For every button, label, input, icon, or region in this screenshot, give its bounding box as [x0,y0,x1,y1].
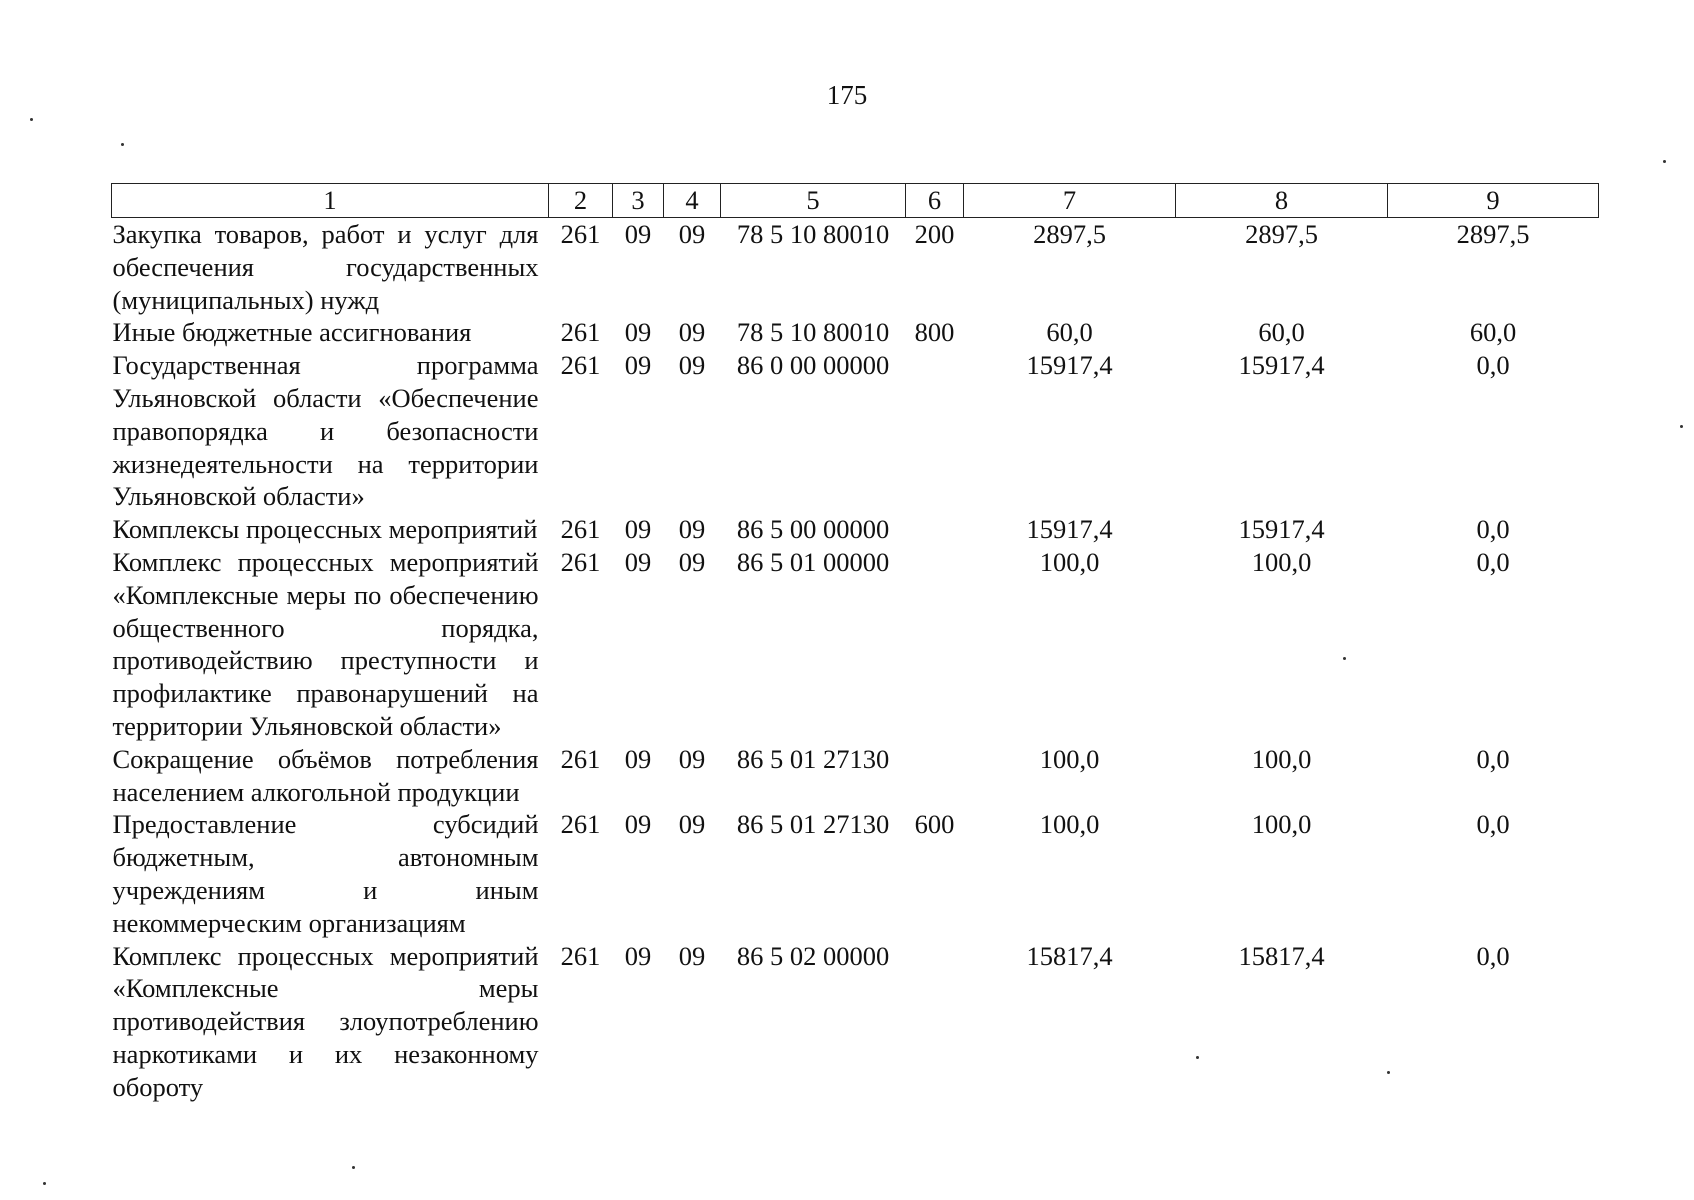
section-cell: 09 [624,350,652,381]
admin-code-cell: 261 [560,940,601,971]
subsection-cell: 09 [678,743,706,774]
amount-col8-cell: 2897,5 [1245,219,1318,249]
amount-col8-cell: 15917,4 [1238,514,1325,545]
row-name-cell: Закупка товаров, работ и услуг для обеспечения государственных (муниципальных) нужд [112,219,539,315]
table-row [112,316,1599,349]
column-header: 4 [664,184,721,218]
target-article-cell: 86 0 00 00000 [736,350,890,381]
column-header: 6 [906,184,964,218]
budget-table [111,183,1599,1104]
expense-type-cell [906,743,964,809]
table-row [112,940,1599,1104]
admin-code-cell: 261 [560,317,601,348]
amount-col7-cell: 2897,5 [1033,219,1106,249]
row-name-cell: Предоставление субсидий бюджетным, автономным учреждениям и иным некоммерческим организациям [112,809,539,938]
subsection-cell: 09 [678,546,706,577]
row-name-cell: Комплексы процессных мероприятий [112,514,538,545]
amount-col7-cell: 60,0 [1046,317,1093,348]
scan-speck [30,118,33,121]
scan-speck [352,1166,355,1169]
section-cell: 09 [624,743,652,774]
row-name-cell: Иные бюджетные ассигнования [112,317,472,348]
section-cell: 09 [624,317,652,348]
amount-col8-cell: 15917,4 [1238,350,1325,381]
column-header: 2 [549,184,613,218]
target-article-cell: 86 5 01 27130 [736,743,890,774]
target-article-cell: 86 5 01 00000 [736,546,890,577]
subsection-cell: 09 [678,940,706,971]
subsection-cell: 09 [678,809,706,840]
amount-col7-cell: 15917,4 [1026,350,1113,381]
target-article-cell: 78 5 10 80010 [736,219,890,249]
table-row [112,218,1599,317]
admin-code-cell: 261 [560,514,601,545]
column-header: 3 [613,184,664,218]
column-header: 9 [1388,184,1599,218]
section-cell: 09 [624,514,652,545]
target-article-cell: 86 5 01 27130 [736,809,890,840]
admin-code-cell: 261 [560,350,601,381]
table-row [112,349,1599,513]
amount-col8-cell: 100,0 [1251,809,1312,840]
column-header: 5 [721,184,906,218]
expense-type-cell [906,546,964,743]
section-cell: 09 [624,546,652,577]
scan-speck [1680,425,1683,428]
row-name-cell: Сокращение объёмов потребления населением алкогольной продукции [112,743,539,807]
target-article-cell: 86 5 00 00000 [736,514,890,545]
amount-col9-cell: 0,0 [1476,514,1510,545]
row-name-cell: Комплекс процессных мероприятий «Комплексные меры противодействия злоупотреблению наркотиками и их незаконному обороту [112,940,539,1102]
admin-code-cell: 261 [560,743,601,774]
section-cell: 09 [624,940,652,971]
amount-col9-cell: 0,0 [1476,743,1510,774]
column-header: 7 [964,184,1176,218]
amount-col7-cell: 15817,4 [1026,940,1113,971]
section-cell: 09 [624,219,652,249]
row-name-cell: Комплекс процессных мероприятий «Комплексные меры по обеспечению общественного порядка, противодействию преступности и профилактике правонарушений на территории Ульяновской области» [112,546,539,741]
page-number: 175 [826,80,868,110]
table-row [112,808,1599,939]
subsection-cell: 09 [678,350,706,381]
admin-code-cell: 261 [560,546,601,577]
table-header-row [112,184,1599,218]
column-header: 8 [1176,184,1388,218]
amount-col9-cell: 60,0 [1469,317,1517,348]
amount-col9-cell: 0,0 [1476,940,1510,971]
scan-speck [43,1182,46,1185]
amount-col9-cell: 2897,5 [1456,219,1530,249]
amount-col8-cell: 100,0 [1251,546,1312,577]
scan-speck [1663,160,1666,163]
admin-code-cell: 261 [560,809,601,840]
amount-col7-cell: 100,0 [1039,743,1100,774]
target-article-cell: 78 5 10 80010 [736,317,890,348]
expense-type-cell: 800 [914,317,955,348]
amount-col9-cell: 0,0 [1476,546,1510,577]
expense-type-cell: 200 [914,219,955,249]
amount-col8-cell: 15817,4 [1238,940,1325,971]
amount-col7-cell: 15917,4 [1026,514,1113,545]
column-header: 1 [112,184,549,218]
row-name-cell: Государственная программа Ульяновской области «Обеспечение правопорядка и безопасности жизнедеятельности на территории Ульяновской области» [112,350,539,512]
subsection-cell: 09 [678,219,706,249]
target-article-cell: 86 5 02 00000 [736,940,890,971]
section-cell: 09 [624,809,652,840]
table-row [112,743,1599,809]
subsection-cell: 09 [678,317,706,348]
expense-type-cell: 600 [914,809,955,840]
expense-type-cell [906,940,964,1104]
expense-type-cell [906,513,964,546]
amount-col9-cell: 0,0 [1476,350,1510,381]
scan-speck [121,143,124,146]
admin-code-cell: 261 [560,219,601,249]
amount-col8-cell: 60,0 [1258,317,1305,348]
expense-type-cell [906,349,964,513]
subsection-cell: 09 [678,514,706,545]
amount-col8-cell: 100,0 [1251,743,1312,774]
amount-col7-cell: 100,0 [1039,809,1100,840]
table-row [112,513,1599,546]
table-row [112,546,1599,743]
amount-col7-cell: 100,0 [1039,546,1100,577]
amount-col9-cell: 0,0 [1476,809,1510,840]
